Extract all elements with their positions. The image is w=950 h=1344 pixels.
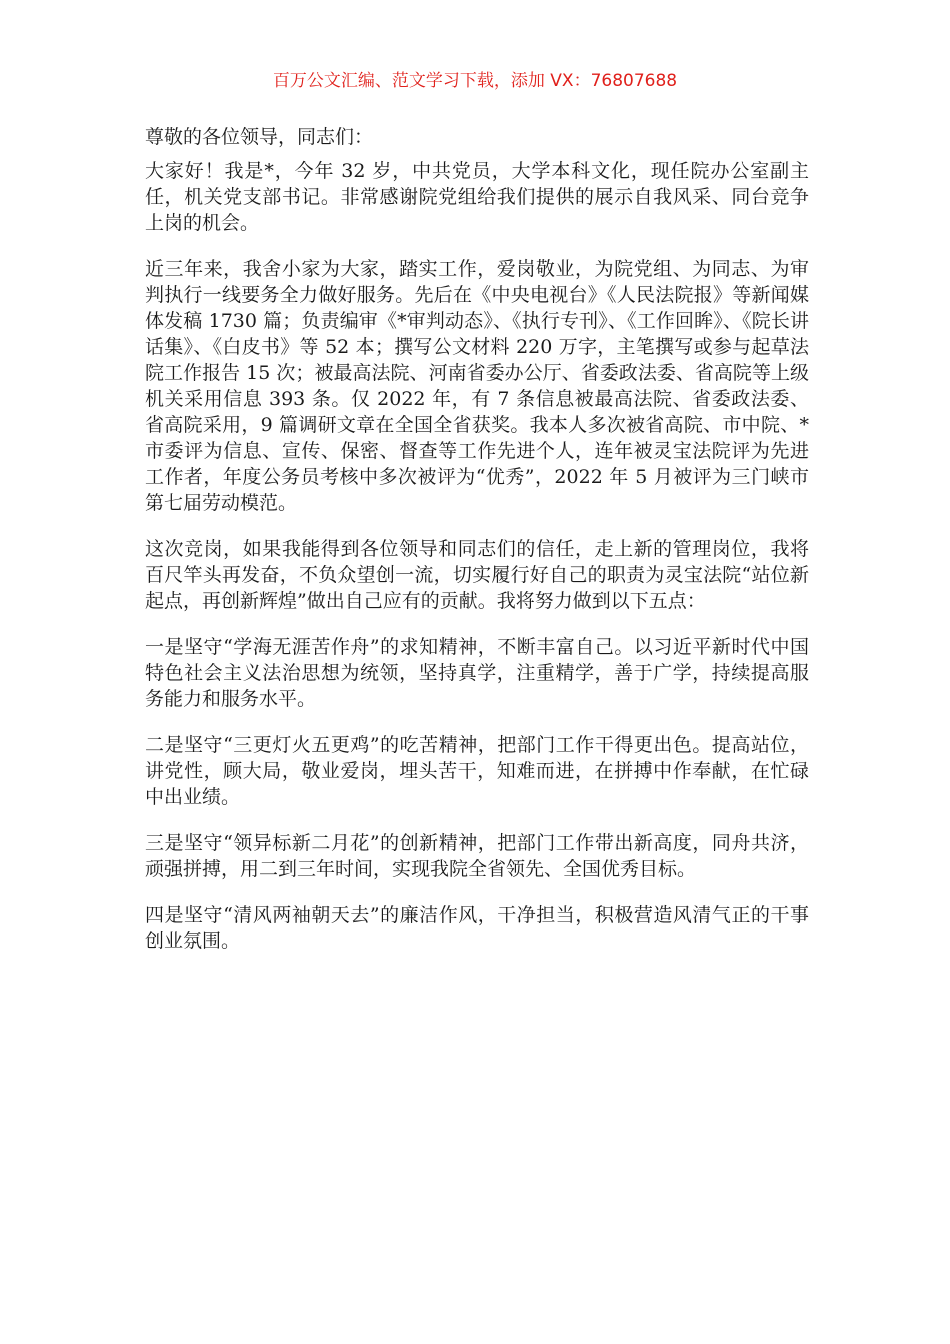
header-banner: 百万公文汇编、范文学习下载，添加 VX：76807688 <box>272 71 678 91</box>
salutation: 尊敬的各位领导，同志们： <box>145 126 374 148</box>
paragraph-point-two: 二是坚守“三更灯火五更鸡”的吃苦精神，把部门工作干得更出色。提高站位，讲党性，顾大局，敬业爱岗，埋头苦干，知难而进，在拼搏中作奉献，在忙碌中出业绩。 <box>145 734 809 808</box>
paragraph-point-three: 三是坚守“领异标新二月花”的创新精神，把部门工作带出新高度，同舟共济，顽强拼搏，用二到三年时间，实现我院全省领先、全国优秀目标。 <box>145 832 809 880</box>
paragraph-achievements: 近三年来，我舍小家为大家，踏实工作，爱岗敬业，为院党组、为同志、为审判执行一线要务全力做好服务。先后在《中央电视台》《人民法院报》等新闻媒体发稿 1730 篇；负责编审《*审判动态》、《执行专刊》、《工作回眸》、《院长讲话集》、《白皮书》等 52 本；撰写公文材料 220 万字，主笔撰写或参与起草法院工作报告 15 次；被最高法院、河南省委办公厅、省委政法委、省高院等上级机关采用信息 393 条。仅 2022 年，有 7 条信息被最高法院、省委政法委、省高院采用，9 篇调研文章在全国全省获奖。我本人多次被省高院、市中院、*市委评为信息、宣传、保密、督查等工作先进个人，连年被灵宝法院评为先进工作者，年度公务员考核中多次被评为“优秀”，2022 年 5 月被评为三门峡市第七届劳动模范。 <box>145 258 809 514</box>
paragraph-point-four: 四是坚守“清风两袖朝天去”的廉洁作风，干净担当，积极营造风清气正的干事创业氛围。 <box>145 904 809 952</box>
paragraph-introduction: 大家好！我是*，今年 32 岁，中共党员，大学本科文化，现任院办公室副主任，机关党支部书记。非常感谢院党组给我们提供的展示自我风采、同台竞争上岗的机会。 <box>145 160 809 234</box>
paragraph-point-one: 一是坚守“学海无涯苦作舟”的求知精神，不断丰富自己。以习近平新时代中国特色社会主义法治思想为统领，坚持真学，注重精学，善于广学，持续提高服务能力和服务水平。 <box>145 636 809 710</box>
document-body <box>145 124 809 966</box>
paragraph-commitment: 这次竞岗，如果我能得到各位领导和同志们的信任，走上新的管理岗位，我将百尺竿头再发奋，不负众望创一流，切实履行好自己的职责为灵宝法院“站位新起点，再创新辉煌”做出自己应有的贡献。我将努力做到以下五点： <box>145 538 809 612</box>
